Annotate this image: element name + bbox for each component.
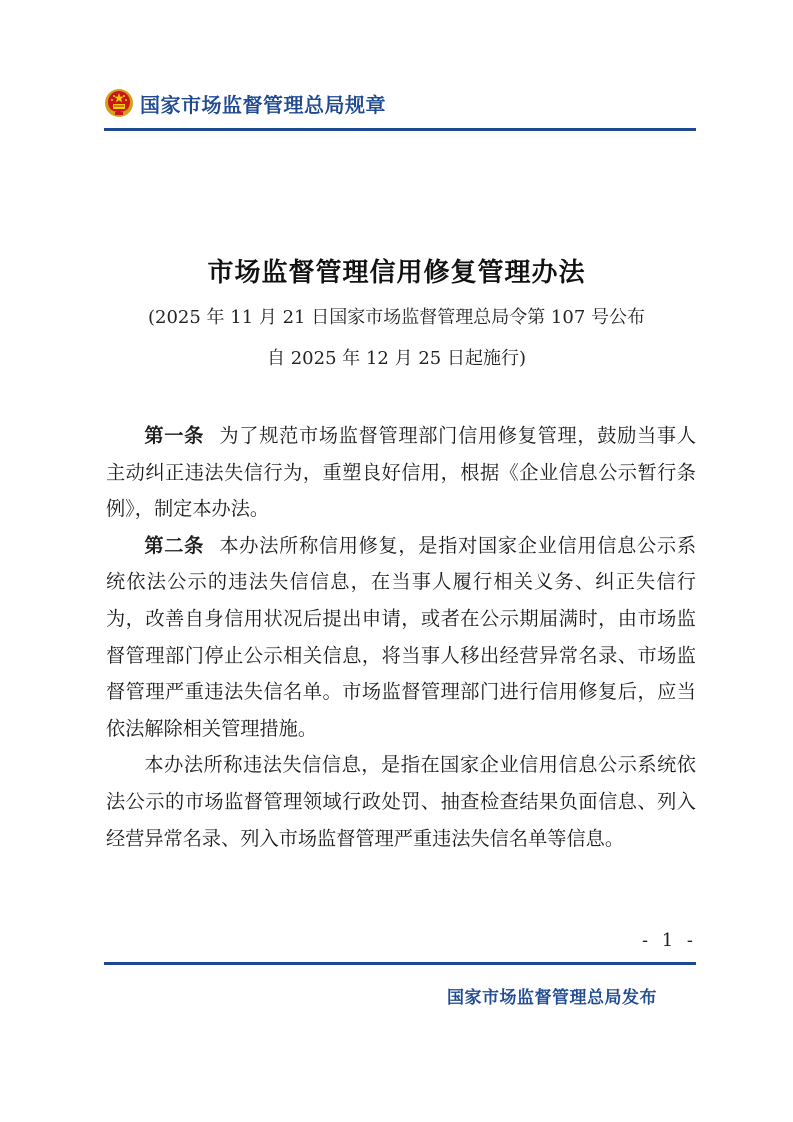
footer-publisher: 国家市场监督管理总局发布 [447, 988, 657, 1008]
article-text: 本办法所称信用修复，是指对国家企业信用信息公示系统依法公示的违法失信信息，在当事人履行相关义务、纠正失信行为，改善自身信用状况后提出申请，或者在公示期届满时，由市场监督管理部门停止公示相关信息，将当事人移出经营异常名录、市场监督管理严重违法失信名单。市场监督管理部门进行信用修复后，应当依法解除相关管理措施。 [106, 533, 697, 740]
article-paragraph [106, 528, 696, 748]
document-subtitle-line2: 自 2025 年 12 月 25 日起施行) [267, 348, 526, 369]
header-divider [104, 128, 696, 131]
article-text: 为了规范市场监督管理部门信用修复管理，鼓励当事人主动纠正违法失信行为，重塑良好信用，根据《企业信息公示暂行条例》，制定本办法。 [106, 424, 697, 521]
footer-divider [104, 962, 696, 965]
article-label: 第一条 [144, 424, 205, 447]
document-body [106, 418, 696, 857]
article-paragraph [106, 418, 696, 528]
article-text: 本办法所称违法失信信息，是指在国家企业信用信息公示系统依法公示的市场监督管理领域行政处罚、抽查检查结果负面信息、列入经营异常名录、列入市场监督管理严重违法失信名单等信息。 [106, 753, 696, 850]
document-title: 市场监督管理信用修复管理办法 [207, 258, 586, 288]
header-title: 国家市场监督管理总局规章 [140, 92, 386, 117]
document-subtitle-line1: (2025 年 11 月 21 日国家市场监督管理总局令第 107 号公布 [147, 307, 646, 328]
article-label: 第二条 [144, 533, 205, 557]
page-number: - 1 - [641, 930, 697, 951]
national-emblem-icon [104, 88, 134, 118]
page-header [104, 86, 386, 120]
article-paragraph [106, 747, 696, 857]
